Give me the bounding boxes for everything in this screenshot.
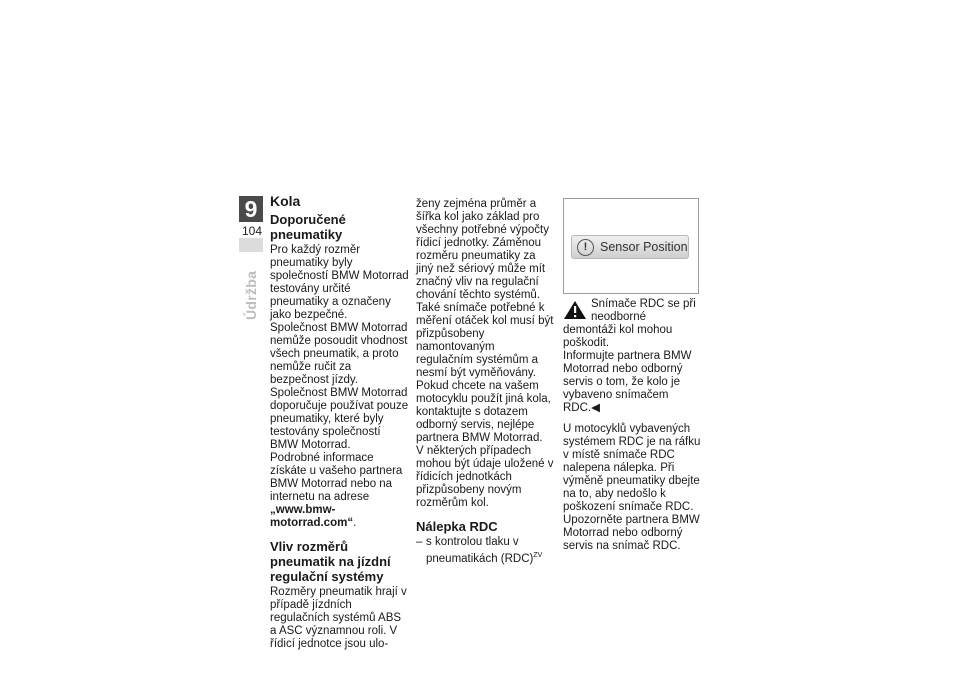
warning-text: Snímače RDC se při neodborné demontáži kol mohou poškodit.: [563, 298, 696, 349]
paragraph: Také snímače potřebné k měření otáček kol musí být přizpůsobeny namontovaným regulačním systémům a nesmí být vyměňovány.: [416, 302, 554, 379]
list-item-label: s kontrolou tlaku v pneumatikách (RDC): [426, 536, 534, 565]
paragraph: V některých případech mohou být údaje uložené v řídicích jednotkách přizpůsobeny novým rozměrům kol.: [416, 445, 554, 509]
tab-divider: [239, 238, 263, 252]
column-1: [270, 195, 410, 651]
paragraph: ženy zejména průměr a šířka kol jako základ pro všechny potřebné výpočty řídicí jednotky. Záměnou rozměru pneumatiky za jiný než sériový může mít značný vliv na regulační chování těchto systémů.: [416, 198, 549, 301]
list-item-text: [426, 536, 554, 566]
bullet-dash: –: [416, 536, 423, 548]
page-number: 104: [241, 224, 263, 238]
section-title-tyre-size-influence: Vliv rozměrů pneumatik na jízdní regulační systémy: [270, 539, 391, 584]
paragraph: U motocyklů vybavených systémem RDC je na ráfku v místě snímače RDC nalepena nálepka. Při výměně pneumatiky dbejte na to, aby nedošlo k poškození snímače RDC. Upozorněte partnera BMW Motorrad nebo odborný servis na snímač RDC.: [563, 423, 701, 552]
section-title-recommended-tyres: Doporučené pneumatiky: [270, 212, 346, 242]
punctuation: .: [353, 517, 357, 529]
sensor-position-figure: [563, 198, 699, 294]
display-text: Sensor Position: [600, 240, 688, 254]
optional-equipment-mark: ZV: [533, 552, 543, 559]
paragraph: Společnost BMW Motorrad doporučuje používat pouze pneumatiky, které byly testovány společností BMW Motorrad.: [270, 387, 409, 451]
paragraph: Informujte partnera BMW Motorrad nebo odborný servis o tom, že kolo je vybaveno snímačem RDC.◀: [563, 350, 692, 414]
paragraph: Společnost BMW Motorrad nemůže posoudit vhodnost všech pneumatik, a proto nemůže ručit za bezpečnost jízdy.: [270, 322, 408, 386]
paragraph: Pro každý rozměr pneumatiky byly společností BMW Motorrad testovány určité pneumatiky a označeny jako bezpečné.: [270, 244, 409, 321]
paragraph: Pokud chcete na vašem motocyklu použít jiná kola, kontaktujte s dotazem odborný servis, nejlépe partnera BMW Motorrad.: [416, 380, 551, 444]
column-3: [563, 298, 701, 553]
chapter-number-badge: 9: [239, 196, 263, 222]
chapter-title: Kola: [270, 193, 301, 209]
warning-paragraph: [563, 298, 701, 350]
website-link[interactable]: „www.bmw-motorrad.com“: [270, 504, 354, 529]
exclamation-icon: !: [577, 239, 594, 256]
chapter-side-label: Údržba: [243, 270, 259, 320]
paragraph: Rozměry pneumatik hrají v případě jízdních regulačních systémů ABS a ASC významnou roli. V řídicí jednotce jsou ulo-: [270, 586, 407, 650]
list-item: [416, 536, 554, 566]
column-2: [416, 198, 554, 566]
section-title-rdc-sticker: Nálepka RDC: [416, 519, 498, 534]
paragraph-text: Podrobné informace získáte u vašeho partnera BMW Motorrad nebo na internetu na adrese: [270, 452, 403, 503]
sensor-position-display: [571, 235, 689, 259]
warning-triangle-icon: [563, 300, 587, 320]
paragraph: [270, 452, 410, 530]
spacer: [563, 415, 701, 423]
